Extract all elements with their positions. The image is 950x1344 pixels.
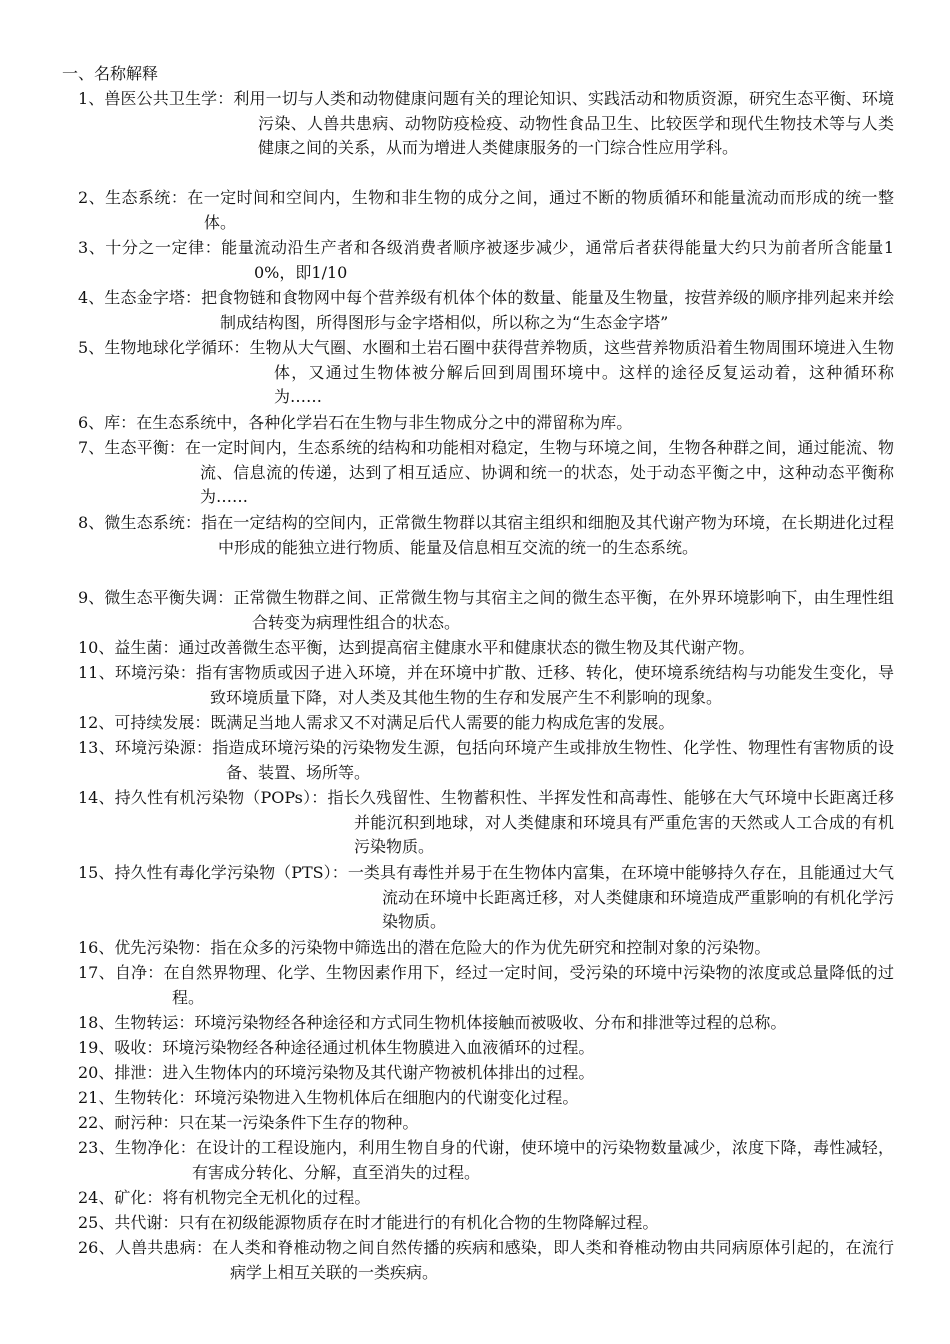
entry-text: 进入生物体内的环境污染物及其代谢产物被机体排出的过程。 [162,1063,595,1082]
entry-term: 25、共代谢： [78,1213,179,1232]
definition-entry-15 [78,861,894,935]
definition-entry-5 [78,336,894,410]
entry-text: 正常微生物群之间、正常微生物与其宿主之间的微生态平衡，在外界环境影响下，由生理性组合转变为病理性组合的状态。 [233,588,894,632]
section-title: 一、名称解释 [62,64,159,83]
definition-entry-13 [78,736,894,785]
definition-entry-18 [78,1011,894,1036]
entry-term: 23、生物净化： [78,1138,197,1157]
entry-term: 11、环境污染： [78,663,197,682]
entry-text: 在人类和脊椎动物之间自然传播的疾病和感染，即人类和脊椎动物由共同病原体引起的，在流行病学上相互关联的一类疾病。 [212,1238,894,1282]
definition-entry-17 [78,961,894,1010]
entry-term: 17、自净： [78,963,164,982]
entry-term: 9、微生态平衡失调： [78,588,234,607]
entry-text: 把食物链和食物网中每个营养级有机体个体的数量、能量及生物量，按营养级的顺序排列起来并绘制成结构图，所得图形与金字塔相似，所以称之为“生态金字塔” [201,288,894,332]
entry-term: 13、环境污染源： [78,738,213,757]
entry-text: 在设计的工程设施内，利用生物自身的代谢，使环境中的污染物数量减少，浓度下降，毒性减轻，有害成分转化、分解，直至消失的过程。 [192,1138,894,1182]
definition-entry-20 [78,1061,894,1086]
definition-entry-22 [78,1111,894,1136]
entry-term: 12、可持续发展： [78,713,211,732]
entry-term: 1、兽医公共卫生学： [78,89,234,108]
entry-term: 4、生态金字塔： [78,288,202,307]
definition-entry-26 [78,1236,894,1285]
entry-text: 指造成环境污染的污染物发生源，包括向环境产生或排放生物性、化学性、物理性有害物质的设备、装置、场所等。 [212,738,894,782]
entry-text: 利用一切与人类和动物健康问题有关的理论知识、实践活动和物质资源，研究生态平衡、环境污染、人兽共患病、动物防疫检疫、动物性食品卫生、比较医学和现代生物技术等与人类健康之间的关系，从而为增进人类健康服务的一门综合性应用学科。 [233,89,894,158]
entry-text: 将有机物完全无机化的过程。 [162,1188,371,1207]
entry-text: 能量流动沿生产者和各级消费者顺序被逐步减少，通常后者获得能量大约只为前者所含能量10%，即1/10 [221,238,894,282]
entry-text: 指有害物质或因子进入环境，并在环境中扩散、迁移、转化，使环境系统结构与功能发生变化，导致环境质量下降，对人类及其他生物的生存和发展产生不利影响的现象。 [196,663,894,707]
definition-entry-23 [78,1136,894,1185]
entry-text: 生物从大气圈、水圈和土岩石圈中获得营养物质，这些营养物质沿着生物周围环境进入生物体，又通过生物体被分解后回到周围环境中。这样的途径反复运动着，这种循环称为…… [249,338,894,407]
definition-entry-8 [78,511,894,560]
definition-entry-4 [78,286,894,335]
definition-entry-9 [78,586,894,635]
definition-entry-11 [78,661,894,710]
definition-entry-2 [78,186,894,235]
definition-entry-24 [78,1186,894,1211]
entry-term: 5、生物地球化学循环： [78,338,250,357]
entry-text: 在生态系统中，各种化学岩石在生物与非生物成分之中的滞留称为库。 [136,413,633,432]
entry-text: 环境污染物经各种途径通过机体生物膜进入血液循环的过程。 [162,1038,595,1057]
definition-entry-25 [78,1211,894,1236]
entry-term: 22、耐污种： [78,1113,179,1132]
definition-entry-7 [78,436,894,510]
entry-term: 14、持久性有机污染物（POPs）： [78,788,328,807]
definition-entry-14 [78,786,894,860]
definition-entry-10 [78,636,894,661]
entry-text: 指长久残留性、生物蓄积性、半挥发性和高毒性、能够在大气环境中长距离迁移并能沉积到地球，对人类健康和环境具有严重危害的天然或人工合成的有机污染物质。 [327,788,894,857]
entry-text: 只在某一污染条件下生存的物种。 [178,1113,419,1132]
entry-term: 2、生态系统： [78,188,188,207]
entry-text: 只有在初级能源物质存在时才能进行的有机化合物的生物降解过程。 [178,1213,659,1232]
entry-term: 20、排泄： [78,1063,163,1082]
entry-text: 环境污染物经各种途径和方式同生物机体接触而被吸收、分布和排泄等过程的总称。 [194,1013,787,1032]
entry-term: 7、生态平衡： [78,438,185,457]
definition-entry-3 [78,236,894,285]
entry-text: 通过改善微生态平衡，达到提高宿主健康水平和健康状态的微生物及其代谢产物。 [178,638,755,657]
definition-entry-1 [78,87,894,161]
entry-term: 16、优先污染物： [78,938,211,957]
entry-text: 既满足当地人需求又不对满足后代人需要的能力构成危害的发展。 [210,713,675,732]
entry-text: 在一定时间和空间内，生物和非生物的成分之间，通过不断的物质循环和能量流动而形成的统一整体。 [187,188,894,232]
entry-text: 在一定时间内，生态系统的结构和功能相对稳定，生物与环境之间，生物各种群之间，通过能流、物流、信息流的传递，达到了相互适应、协调和统一的状态，处于动态平衡之中，这种动态平衡称为…… [185,438,894,507]
entry-term: 24、矿化： [78,1188,163,1207]
definition-entry-19 [78,1036,894,1061]
entry-term: 19、吸收： [78,1038,163,1057]
definition-entry-12 [78,711,894,736]
entry-term: 10、益生菌： [78,638,179,657]
definition-entry-6 [78,411,894,436]
entry-text: 在自然界物理、化学、生物因素作用下，经过一定时间，受污染的环境中污染物的浓度或总量降低的过程。 [163,963,894,1007]
entry-term: 3、十分之一定律： [78,238,222,257]
entry-term: 18、生物转运： [78,1013,195,1032]
entry-term: 15、持久性有毒化学污染物（PTS）： [78,863,348,882]
entry-text: 一类具有毒性并易于在生物体内富集，在环境中能够持久存在，且能通过大气流动在环境中长距离迁移，对人类健康和环境造成严重影响的有机化学污染物质。 [347,863,895,932]
entry-term: 6、库： [78,413,137,432]
entry-text: 环境污染物进入生物机体后在细胞内的代谢变化过程。 [194,1088,579,1107]
entry-text: 指在众多的污染物中筛选出的潜在危险大的作为优先研究和控制对象的污染物。 [210,938,771,957]
definition-entry-21 [78,1086,894,1111]
entry-text: 指在一定结构的空间内，正常微生物群以其宿主组织和细胞及其代谢产物为环境，在长期进化过程中形成的能独立进行物质、能量及信息相互交流的统一的生态系统。 [201,513,894,557]
entry-term: 21、生物转化： [78,1088,195,1107]
definition-entry-16 [78,936,894,961]
entry-term: 8、微生态系统： [78,513,202,532]
entry-term: 26、人兽共患病： [78,1238,213,1257]
